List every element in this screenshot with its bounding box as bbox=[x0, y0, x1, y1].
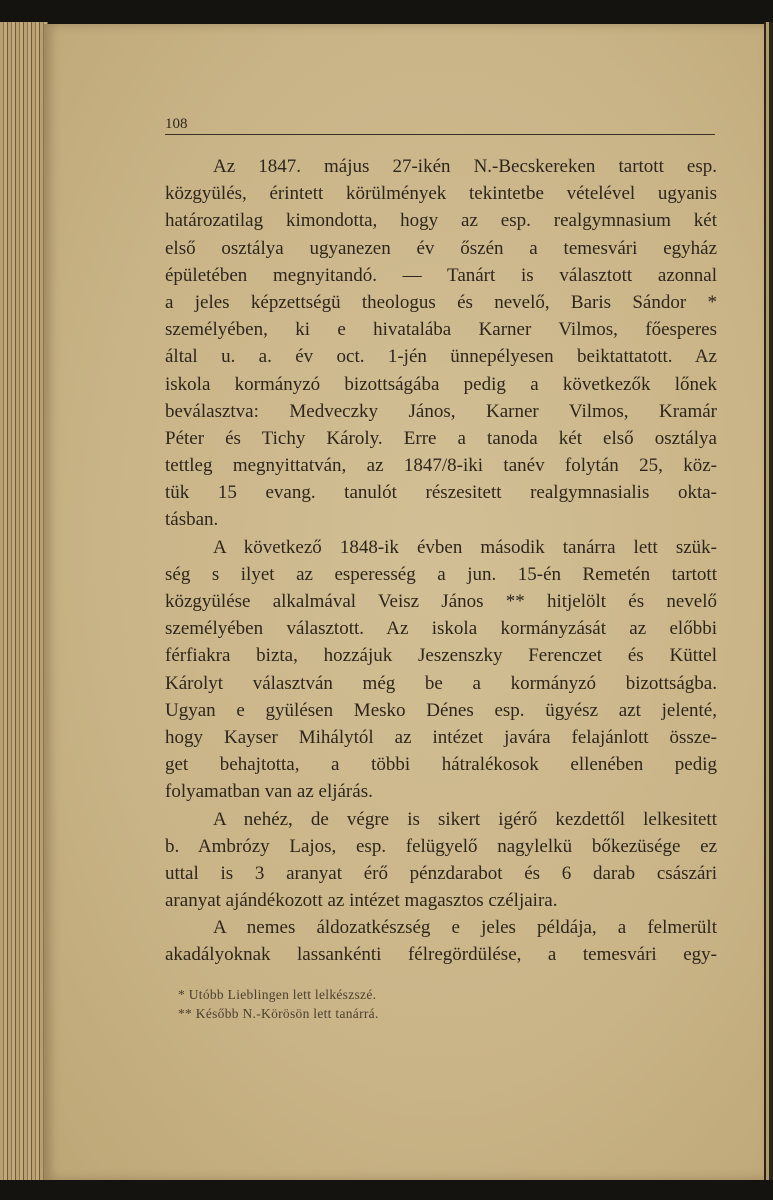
footnote: ** Később N.-Körösön lett tanárrá. bbox=[178, 1006, 379, 1021]
text-line: személyében választott. Az iskola kormányzását az előbbi bbox=[165, 618, 717, 640]
text-line: tásban. bbox=[165, 509, 219, 531]
text-line: által u. a. év oct. 1-jén ünnepélyesen beiktattatott. Az bbox=[165, 346, 717, 368]
book-page-edges bbox=[0, 22, 48, 1182]
text-line: közgyülése alkalmával Veisz János ** hitjelölt és nevelő bbox=[165, 591, 717, 612]
text-line: A nemes áldozatkészség e jeles példája, a felmerült bbox=[213, 917, 717, 939]
paragraph bbox=[165, 534, 717, 806]
text-line: Ugyan e gyülésen Mesko Dénes esp. ügyész azt jelenté, bbox=[165, 699, 717, 721]
text-line: hogy Kayser Mihálytól az intézet javára felajánlott össze- bbox=[165, 726, 717, 748]
text-line: személyében, ki e hivatalába Karner Vilmos, főesperes bbox=[165, 319, 717, 341]
text-line: A nehéz, de végre is sikert igérő kezdettől lelkesitett bbox=[213, 808, 717, 830]
paragraph bbox=[165, 153, 717, 534]
text-line: férfiakra bizta, hozzájuk Jeszenszky Ferenczet és Küttel bbox=[165, 645, 717, 667]
text-line: folyamatban van az eljárás. bbox=[165, 781, 373, 803]
running-header bbox=[165, 114, 715, 135]
text-line: első osztálya ugyanezen év őszén a temesvári egyház bbox=[165, 237, 717, 259]
text-line: épületében megnyitandó. — Tanárt is választott azonnal bbox=[165, 264, 717, 286]
text-line: b. Ambrózy Lajos, esp. felügyelő nagylelkü bőkezüsége ez bbox=[165, 835, 717, 857]
text-line: tük 15 evang. tanulót részesitett realgymnasialis okta- bbox=[165, 482, 717, 504]
text-line: iskola kormányzó bizottságába pedig a következők lőnek bbox=[165, 373, 717, 395]
scan-bottom-border bbox=[0, 1180, 773, 1200]
text-line: Péter és Tichy Károly. Erre a tanoda két első osztálya bbox=[165, 427, 717, 449]
text-line: tettleg megnyittatván, az 1847/8-iki tanév folytán 25, köz- bbox=[165, 455, 717, 477]
text-line: A következő 1848-ik évben második tanárra lett szük- bbox=[213, 536, 717, 558]
text-line: ség s ilyet az esperesség a jun. 15-én Remetén tartott bbox=[165, 563, 717, 585]
text-line: beválasztva: Medveczky János, Karner Vilmos, Kramár bbox=[165, 400, 717, 422]
paragraph bbox=[165, 914, 717, 968]
text-line: Az 1847. május 27-ikén N.-Becskereken tartott esp. bbox=[213, 156, 717, 177]
body-text bbox=[165, 153, 717, 969]
text-line: a jeles képzettségü theologus és nevelő, Baris Sándor * bbox=[165, 291, 717, 313]
text-line: Károlyt választván még be a kormányzó bizottságba. bbox=[165, 672, 717, 694]
text-line: get behajtotta, a többi hátralékosok ellenében pedig bbox=[165, 754, 717, 776]
text-line: közgyülés, érintett körülmények tekintetbe vételével ugyanis bbox=[165, 183, 717, 205]
footnotes bbox=[178, 985, 379, 1023]
text-line: határozatilag kimondotta, hogy az esp. realgymnasium két bbox=[165, 210, 717, 232]
scan-top-border bbox=[0, 0, 773, 24]
paragraph bbox=[165, 806, 717, 915]
page-number: 108 bbox=[165, 116, 188, 132]
text-line: akadályoknak lassankénti félregördülése, a temesvári egy- bbox=[165, 944, 717, 966]
footnote: * Utóbb Lieblingen lett lelkészszé. bbox=[178, 987, 377, 1002]
text-line: aranyat ajándékozott az intézet magasztos czéljaira. bbox=[165, 890, 558, 912]
book-right-edge bbox=[764, 22, 773, 1182]
text-line: uttal is 3 aranyat érő pénzdarabot és 6 darab császári bbox=[165, 862, 717, 884]
